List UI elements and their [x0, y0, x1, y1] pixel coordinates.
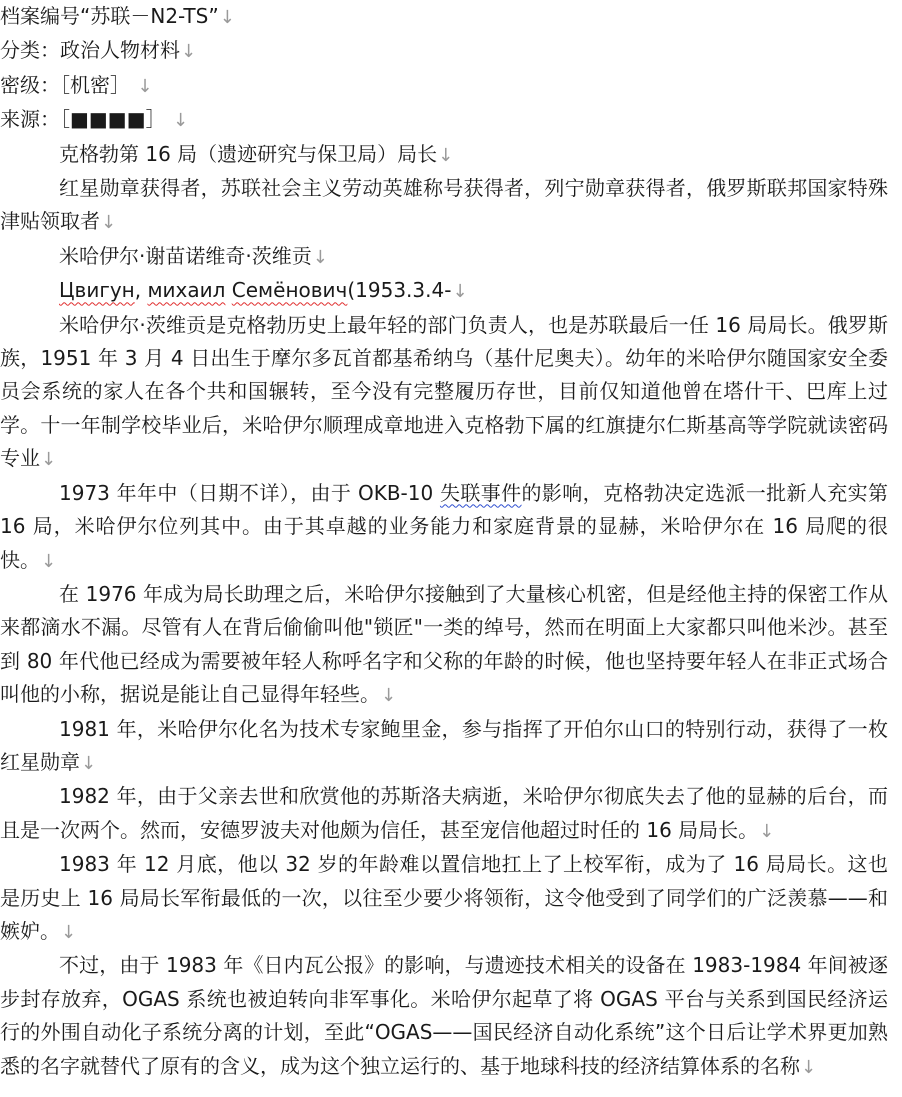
- category-line: [0, 34, 888, 68]
- biography-text-5: 1982 年，由于父亲去世和欣赏他的苏斯洛夫病逝，米哈伊尔彻底失去了他的显赫的后台，而且是一次两个。然而，安德罗波夫对他颇为信任，甚至宠信他超过时任的 16 局局长。: [0, 784, 888, 842]
- position-text: 克格勃第 16 局（遗迹研究与保卫局）局长: [59, 141, 438, 166]
- biography-paragraph-3: [0, 578, 888, 713]
- paragraph-mark-icon: ↓: [101, 212, 117, 234]
- file-number-text: 档案编号“苏联－N2-TS”: [0, 4, 219, 28]
- russian-name-paragraph: [0, 274, 888, 308]
- biography-paragraph-6: [0, 848, 888, 949]
- secret-level-line: [0, 69, 888, 103]
- chinese-name-paragraph: [0, 240, 888, 274]
- paragraph-mark-icon: ↓: [137, 75, 153, 97]
- biography-paragraph-7: [0, 949, 888, 1084]
- paragraph-mark-icon: ↓: [181, 41, 197, 63]
- biography-text-2c: 的影响，克格勃决定选派一批新人充实第 16 局，米哈伊尔位列其中。由于其卓越的业务能力和家庭背景的显赫，米哈伊尔在 16 局爬的很快。: [0, 480, 889, 572]
- chinese-name-text: 米哈伊尔·谢苗诺维奇·茨维贡: [59, 243, 312, 268]
- category-text: 分类：政治人物材料: [0, 38, 180, 63]
- biography-paragraph-5: [0, 780, 888, 848]
- russian-given-name-text: михаил: [147, 278, 226, 303]
- russian-patronymic-text: Семёнович: [231, 278, 348, 303]
- paragraph-mark-icon: ↓: [759, 820, 775, 842]
- paragraph-mark-icon: ↓: [801, 1056, 817, 1078]
- paragraph-mark-icon: ↓: [61, 921, 77, 943]
- biography-text-6: 1983 年 12 月底，他以 32 岁的年龄难以置信地扛上了上校军衔，成为了 16 局局长。这也是历史上 16 局局长军衔最低的一次，以往至少要少将领衔，这令他受到了同学们的广泛羡慕——和嫉妒。: [0, 852, 888, 943]
- secret-level-text: 密级：［机密］: [0, 72, 130, 97]
- biography-text-2a: 1973 年年中（日期不详），由于 OKB-10: [59, 480, 440, 505]
- paragraph-mark-icon: ↓: [219, 7, 235, 28]
- paragraph-mark-icon: ↓: [452, 281, 468, 303]
- file-number-line: [0, 0, 888, 34]
- russian-surname-text: Цвигун: [59, 278, 135, 303]
- biography-text-4: 1981 年，米哈伊尔化名为技术专家鲍里金，参与指挥了开伯尔山口的特别行动，获得了一枚红星勋章: [0, 716, 888, 774]
- paragraph-mark-icon: ↓: [41, 449, 57, 471]
- honors-text: 红星勋章获得者，苏联社会主义劳动英雄称号获得者，列宁勋章获得者，俄罗斯联邦国家特殊津贴领取者: [0, 176, 888, 234]
- position-paragraph: [0, 138, 888, 172]
- biography-text-3: 在 1976 年成为局长助理之后，米哈伊尔接触到了大量核心机密，但是经他主持的保密工作从来都滴水不漏。尽管有人在背后偷偷叫他"锁匠"一类的绰号，然而在明面上大家都只叫他米沙。甚至到 80 年代他已经成为需要被年轻人称呼名字和父称的年龄的时候，他也坚持要年轻人在非正式场合叫他的小称，据说是能让自己显得年轻些。: [0, 581, 888, 707]
- paragraph-mark-icon: ↓: [41, 550, 57, 572]
- source-line: [0, 103, 888, 137]
- russian-name-separator: ,: [134, 278, 148, 303]
- honors-paragraph: [0, 172, 888, 240]
- paragraph-mark-icon: ↓: [312, 246, 328, 268]
- biography-paragraph-1: [0, 309, 888, 477]
- source-text: 来源：［■■■■］: [0, 107, 166, 132]
- russian-name-dates: (1953.3.4-: [347, 278, 452, 303]
- paragraph-mark-icon: ↓: [438, 144, 454, 166]
- biography-paragraph-2: [0, 477, 888, 578]
- biography-text-7: 不过，由于 1983 年《日内瓦公报》的影响，与遗迹技术相关的设备在 1983-1984 年间被逐步封存放弃，OGAS 系统也被迫转向非军事化。米哈伊尔起草了将 OGAS 平台与关系到国民经济运行的外围自动化子系统分离的计划，至此“OGAS——国民经济自动化系统”这个日后让学术界更加熟悉的名字就替代了原有的含义，成为这个独立运行的、基于地球科技的经济结算体系的名称: [0, 953, 888, 1078]
- paragraph-mark-icon: ↓: [172, 110, 189, 132]
- biography-text-1: 米哈伊尔·茨维贡是克格勃历史上最年轻的部门负责人，也是苏联最后一任 16 局局长。俄罗斯族，1951 年 3 月 4 日出生于摩尔多瓦首都基希纳乌（基什尼奥夫）。幼年的米哈伊尔随国家安全委员会系统的家人在各个共和国辗转，至今没有完整履历存世，目前仅知道他曾在塔什干、巴库上过学。十一年制学校毕业后，米哈伊尔顺理成章地进入克格勃下属的红旗捷尔仁斯基高等学院就读密码专业: [0, 312, 888, 471]
- paragraph-mark-icon: ↓: [81, 752, 97, 774]
- biography-paragraph-4: [0, 713, 888, 781]
- grammar-flagged-text: 失联事件: [439, 480, 522, 505]
- paragraph-mark-icon: ↓: [381, 685, 397, 707]
